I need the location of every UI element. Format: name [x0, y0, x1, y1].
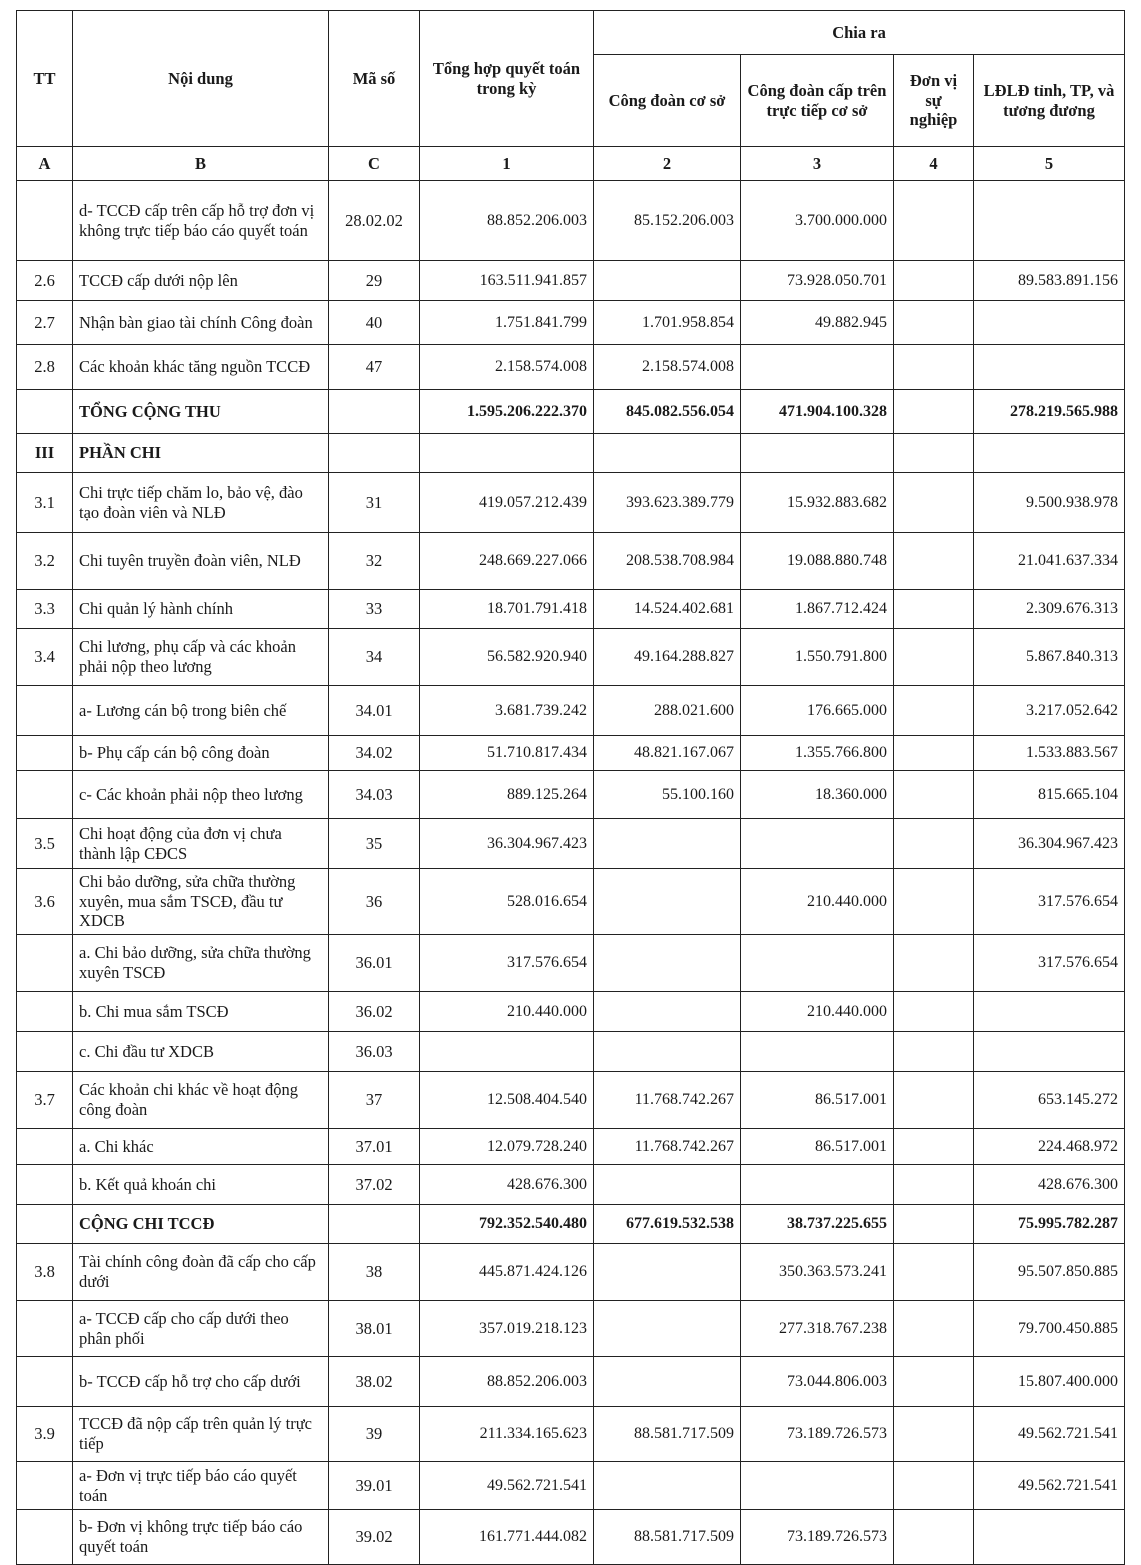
row-grassroots-value — [594, 819, 741, 869]
row-grassroots-value — [594, 869, 741, 935]
row-provincial-value: 9.500.938.978 — [974, 473, 1125, 533]
settlement-report-sheet — [16, 10, 1124, 1565]
row-public-service-value — [894, 629, 974, 686]
row-content: Chi trực tiếp chăm lo, bảo vệ, đào tạo đoàn viên và NLĐ — [73, 473, 329, 533]
row-provincial-value — [974, 1510, 1125, 1565]
row-content: b. Kết quả khoán chi — [73, 1165, 329, 1205]
table-row — [17, 1032, 1125, 1072]
row-grassroots-value — [594, 434, 741, 473]
row-provincial-value: 815.665.104 — [974, 771, 1125, 819]
table-row — [17, 935, 1125, 992]
row-content: c. Chi đầu tư XDCB — [73, 1032, 329, 1072]
row-content: c- Các khoản phải nộp theo lương — [73, 771, 329, 819]
row-public-service-value — [894, 992, 974, 1032]
row-provincial-value: 49.562.721.541 — [974, 1407, 1125, 1462]
row-tt — [17, 390, 73, 434]
header-total: Tổng hợp quyết toán trong kỳ — [420, 11, 594, 147]
row-code — [329, 390, 420, 434]
row-total: 161.771.444.082 — [420, 1510, 594, 1565]
row-code: 47 — [329, 345, 420, 390]
row-code: 37 — [329, 1072, 420, 1129]
row-code: 37.02 — [329, 1165, 420, 1205]
row-provincial-value: 2.309.676.313 — [974, 590, 1125, 629]
row-tt: 3.4 — [17, 629, 73, 686]
row-grassroots-value — [594, 992, 741, 1032]
row-total: 317.576.654 — [420, 935, 594, 992]
table-row — [17, 1462, 1125, 1510]
row-provincial-value: 79.700.450.885 — [974, 1301, 1125, 1357]
row-total: 88.852.206.003 — [420, 181, 594, 261]
table-row — [17, 390, 1125, 434]
row-code: 37.01 — [329, 1129, 420, 1165]
row-upper-union-value: 1.550.791.800 — [741, 629, 894, 686]
row-code: 29 — [329, 261, 420, 301]
row-tt: 3.6 — [17, 869, 73, 935]
row-upper-union-value — [741, 1462, 894, 1510]
row-content: d- TCCĐ cấp trên cấp hỗ trợ đơn vị không trực tiếp báo cáo quyết toán — [73, 181, 329, 261]
table-row — [17, 629, 1125, 686]
row-public-service-value — [894, 819, 974, 869]
row-tt — [17, 181, 73, 261]
row-public-service-value — [894, 1407, 974, 1462]
row-total: 49.562.721.541 — [420, 1462, 594, 1510]
column-index: 2 — [594, 147, 741, 181]
row-grassroots-value: 14.524.402.681 — [594, 590, 741, 629]
settlement-table — [16, 10, 1125, 1565]
row-grassroots-value: 85.152.206.003 — [594, 181, 741, 261]
row-upper-union-value: 18.360.000 — [741, 771, 894, 819]
header-grassroots-union: Công đoàn cơ sở — [594, 55, 741, 147]
row-grassroots-value: 55.100.160 — [594, 771, 741, 819]
row-grassroots-value: 845.082.556.054 — [594, 390, 741, 434]
row-provincial-value: 15.807.400.000 — [974, 1357, 1125, 1407]
row-grassroots-value — [594, 1244, 741, 1301]
header-tt: TT — [17, 11, 73, 147]
row-code: 39 — [329, 1407, 420, 1462]
row-total: 56.582.920.940 — [420, 629, 594, 686]
row-tt — [17, 1462, 73, 1510]
row-tt: 3.7 — [17, 1072, 73, 1129]
row-upper-union-value: 73.928.050.701 — [741, 261, 894, 301]
row-grassroots-value — [594, 1301, 741, 1357]
table-row — [17, 1244, 1125, 1301]
row-total: 18.701.791.418 — [420, 590, 594, 629]
row-code: 38.02 — [329, 1357, 420, 1407]
row-public-service-value — [894, 1072, 974, 1129]
row-code: 38.01 — [329, 1301, 420, 1357]
row-public-service-value — [894, 1205, 974, 1244]
table-row — [17, 473, 1125, 533]
row-grassroots-value: 208.538.708.984 — [594, 533, 741, 590]
row-public-service-value — [894, 533, 974, 590]
table-row — [17, 590, 1125, 629]
row-grassroots-value — [594, 1357, 741, 1407]
row-total: 36.304.967.423 — [420, 819, 594, 869]
table-row — [17, 1165, 1125, 1205]
row-tt: III — [17, 434, 73, 473]
row-grassroots-value — [594, 1032, 741, 1072]
row-public-service-value — [894, 473, 974, 533]
row-provincial-value: 1.533.883.567 — [974, 736, 1125, 771]
table-row — [17, 533, 1125, 590]
column-index: C — [329, 147, 420, 181]
row-provincial-value — [974, 434, 1125, 473]
row-code: 38 — [329, 1244, 420, 1301]
row-upper-union-value — [741, 935, 894, 992]
row-upper-union-value: 73.044.806.003 — [741, 1357, 894, 1407]
row-public-service-value — [894, 181, 974, 261]
table-row — [17, 434, 1125, 473]
row-content: PHẦN CHI — [73, 434, 329, 473]
row-public-service-value — [894, 590, 974, 629]
column-index: 3 — [741, 147, 894, 181]
row-public-service-value — [894, 261, 974, 301]
column-index: B — [73, 147, 329, 181]
row-grassroots-value — [594, 261, 741, 301]
row-upper-union-value: 38.737.225.655 — [741, 1205, 894, 1244]
row-content: CỘNG CHI TCCĐ — [73, 1205, 329, 1244]
table-row — [17, 1510, 1125, 1565]
row-public-service-value — [894, 1165, 974, 1205]
row-content: a- Đơn vị trực tiếp báo cáo quyết toán — [73, 1462, 329, 1510]
column-index: A — [17, 147, 73, 181]
row-grassroots-value — [594, 1165, 741, 1205]
row-code: 34.01 — [329, 686, 420, 736]
table-row — [17, 686, 1125, 736]
row-grassroots-value: 1.701.958.854 — [594, 301, 741, 345]
row-public-service-value — [894, 390, 974, 434]
row-upper-union-value: 350.363.573.241 — [741, 1244, 894, 1301]
row-code: 32 — [329, 533, 420, 590]
row-content: Chi tuyên truyền đoàn viên, NLĐ — [73, 533, 329, 590]
row-content: TCCĐ đã nộp cấp trên quản lý trực tiếp — [73, 1407, 329, 1462]
row-total: 1.751.841.799 — [420, 301, 594, 345]
row-code: 34.02 — [329, 736, 420, 771]
row-tt — [17, 1205, 73, 1244]
row-public-service-value — [894, 935, 974, 992]
row-total: 248.669.227.066 — [420, 533, 594, 590]
row-total: 210.440.000 — [420, 992, 594, 1032]
row-code: 34 — [329, 629, 420, 686]
table-row — [17, 869, 1125, 935]
row-upper-union-value: 49.882.945 — [741, 301, 894, 345]
column-index: 4 — [894, 147, 974, 181]
row-grassroots-value: 49.164.288.827 — [594, 629, 741, 686]
table-row — [17, 771, 1125, 819]
row-provincial-value — [974, 345, 1125, 390]
row-total: 88.852.206.003 — [420, 1357, 594, 1407]
row-content: b- Đơn vị không trực tiếp báo cáo quyết toán — [73, 1510, 329, 1565]
row-grassroots-value — [594, 935, 741, 992]
row-code: 40 — [329, 301, 420, 345]
row-tt: 2.7 — [17, 301, 73, 345]
row-content: Chi hoạt động của đơn vị chưa thành lập CĐCS — [73, 819, 329, 869]
row-content: b. Chi mua sắm TSCĐ — [73, 992, 329, 1032]
row-upper-union-value: 19.088.880.748 — [741, 533, 894, 590]
table-row — [17, 181, 1125, 261]
row-total: 163.511.941.857 — [420, 261, 594, 301]
header-upper-union: Công đoàn cấp trên trực tiếp cơ sở — [741, 55, 894, 147]
row-public-service-value — [894, 686, 974, 736]
row-upper-union-value: 73.189.726.573 — [741, 1407, 894, 1462]
header-chia-ra: Chia ra — [594, 11, 1125, 55]
row-provincial-value: 317.576.654 — [974, 869, 1125, 935]
row-grassroots-value: 88.581.717.509 — [594, 1407, 741, 1462]
row-provincial-value: 21.041.637.334 — [974, 533, 1125, 590]
row-tt — [17, 1357, 73, 1407]
row-upper-union-value: 1.867.712.424 — [741, 590, 894, 629]
row-tt: 3.1 — [17, 473, 73, 533]
row-content: Nhận bàn giao tài chính Công đoàn — [73, 301, 329, 345]
row-tt — [17, 771, 73, 819]
header-code: Mã số — [329, 11, 420, 147]
row-upper-union-value: 210.440.000 — [741, 869, 894, 935]
row-total — [420, 434, 594, 473]
row-public-service-value — [894, 301, 974, 345]
table-row — [17, 261, 1125, 301]
row-public-service-value — [894, 345, 974, 390]
row-tt — [17, 1129, 73, 1165]
table-row — [17, 1301, 1125, 1357]
row-total: 428.676.300 — [420, 1165, 594, 1205]
row-public-service-value — [894, 1510, 974, 1565]
row-provincial-value: 428.676.300 — [974, 1165, 1125, 1205]
row-grassroots-value: 2.158.574.008 — [594, 345, 741, 390]
row-code: 33 — [329, 590, 420, 629]
row-total: 1.595.206.222.370 — [420, 390, 594, 434]
row-tt: 3.3 — [17, 590, 73, 629]
row-code: 31 — [329, 473, 420, 533]
row-upper-union-value: 86.517.001 — [741, 1072, 894, 1129]
row-public-service-value — [894, 736, 974, 771]
header-content: Nội dung — [73, 11, 329, 147]
row-provincial-value: 653.145.272 — [974, 1072, 1125, 1129]
row-upper-union-value: 210.440.000 — [741, 992, 894, 1032]
row-upper-union-value: 277.318.767.238 — [741, 1301, 894, 1357]
row-content: b- Phụ cấp cán bộ công đoàn — [73, 736, 329, 771]
table-row — [17, 992, 1125, 1032]
row-upper-union-value — [741, 345, 894, 390]
row-upper-union-value — [741, 819, 894, 869]
row-content: a. Chi bảo dưỡng, sửa chữa thường xuyên TSCĐ — [73, 935, 329, 992]
row-code — [329, 1205, 420, 1244]
row-provincial-value: 89.583.891.156 — [974, 261, 1125, 301]
row-public-service-value — [894, 1301, 974, 1357]
row-total: 12.508.404.540 — [420, 1072, 594, 1129]
row-total: 12.079.728.240 — [420, 1129, 594, 1165]
row-tt: 3.5 — [17, 819, 73, 869]
row-code: 36.03 — [329, 1032, 420, 1072]
row-content: Chi lương, phụ cấp và các khoản phải nộp theo lương — [73, 629, 329, 686]
row-public-service-value — [894, 434, 974, 473]
row-upper-union-value: 471.904.100.328 — [741, 390, 894, 434]
row-provincial-value: 95.507.850.885 — [974, 1244, 1125, 1301]
table-row — [17, 1205, 1125, 1244]
table-row — [17, 819, 1125, 869]
row-grassroots-value: 677.619.532.538 — [594, 1205, 741, 1244]
column-index-row — [17, 147, 1125, 181]
row-total: 211.334.165.623 — [420, 1407, 594, 1462]
row-tt: 3.9 — [17, 1407, 73, 1462]
table-row — [17, 345, 1125, 390]
row-tt — [17, 992, 73, 1032]
column-index: 5 — [974, 147, 1125, 181]
row-content: Chi bảo dưỡng, sửa chữa thường xuyên, mua sắm TSCĐ, đầu tư XDCB — [73, 869, 329, 935]
row-tt — [17, 686, 73, 736]
table-row — [17, 1072, 1125, 1129]
row-grassroots-value: 11.768.742.267 — [594, 1072, 741, 1129]
row-content: Các khoản khác tăng nguồn TCCĐ — [73, 345, 329, 390]
row-provincial-value: 224.468.972 — [974, 1129, 1125, 1165]
table-body — [17, 181, 1125, 1565]
row-total: 792.352.540.480 — [420, 1205, 594, 1244]
row-upper-union-value: 1.355.766.800 — [741, 736, 894, 771]
row-content: a- Lương cán bộ trong biên chế — [73, 686, 329, 736]
row-upper-union-value — [741, 1165, 894, 1205]
row-total: 357.019.218.123 — [420, 1301, 594, 1357]
row-grassroots-value: 88.581.717.509 — [594, 1510, 741, 1565]
row-upper-union-value: 15.932.883.682 — [741, 473, 894, 533]
row-code: 36 — [329, 869, 420, 935]
row-public-service-value — [894, 1357, 974, 1407]
row-content: a- TCCĐ cấp cho cấp dưới theo phân phối — [73, 1301, 329, 1357]
column-index: 1 — [420, 147, 594, 181]
row-upper-union-value: 73.189.726.573 — [741, 1510, 894, 1565]
row-content: b- TCCĐ cấp hỗ trợ cho cấp dưới — [73, 1357, 329, 1407]
row-tt — [17, 1510, 73, 1565]
row-content: TỔNG CỘNG THU — [73, 390, 329, 434]
row-upper-union-value: 86.517.001 — [741, 1129, 894, 1165]
row-total: 889.125.264 — [420, 771, 594, 819]
row-provincial-value: 3.217.052.642 — [974, 686, 1125, 736]
row-code: 39.02 — [329, 1510, 420, 1565]
table-row — [17, 1407, 1125, 1462]
row-public-service-value — [894, 771, 974, 819]
row-tt — [17, 1032, 73, 1072]
row-code: 39.01 — [329, 1462, 420, 1510]
row-upper-union-value: 176.665.000 — [741, 686, 894, 736]
row-tt: 2.8 — [17, 345, 73, 390]
row-total — [420, 1032, 594, 1072]
row-provincial-value: 278.219.565.988 — [974, 390, 1125, 434]
row-code: 35 — [329, 819, 420, 869]
row-total: 445.871.424.126 — [420, 1244, 594, 1301]
table-row — [17, 736, 1125, 771]
row-content: Chi quản lý hành chính — [73, 590, 329, 629]
row-tt — [17, 736, 73, 771]
row-code: 36.01 — [329, 935, 420, 992]
row-code: 34.03 — [329, 771, 420, 819]
row-public-service-value — [894, 1462, 974, 1510]
header-public-service-unit: Đơn vị sự nghiệp — [894, 55, 974, 147]
row-total: 2.158.574.008 — [420, 345, 594, 390]
row-public-service-value — [894, 1244, 974, 1301]
row-tt: 3.8 — [17, 1244, 73, 1301]
row-grassroots-value: 11.768.742.267 — [594, 1129, 741, 1165]
row-public-service-value — [894, 869, 974, 935]
row-grassroots-value: 288.021.600 — [594, 686, 741, 736]
row-provincial-value — [974, 181, 1125, 261]
row-total: 51.710.817.434 — [420, 736, 594, 771]
row-code: 28.02.02 — [329, 181, 420, 261]
row-grassroots-value — [594, 1462, 741, 1510]
row-content: Tài chính công đoàn đã cấp cho cấp dưới — [73, 1244, 329, 1301]
row-provincial-value: 5.867.840.313 — [974, 629, 1125, 686]
row-tt — [17, 1165, 73, 1205]
row-public-service-value — [894, 1032, 974, 1072]
row-grassroots-value: 393.623.389.779 — [594, 473, 741, 533]
header-provincial-federation: LĐLĐ tỉnh, TP, và tương đương — [974, 55, 1125, 147]
row-provincial-value: 36.304.967.423 — [974, 819, 1125, 869]
row-content: TCCĐ cấp dưới nộp lên — [73, 261, 329, 301]
row-tt: 2.6 — [17, 261, 73, 301]
table-row — [17, 1357, 1125, 1407]
row-public-service-value — [894, 1129, 974, 1165]
row-tt — [17, 1301, 73, 1357]
row-provincial-value: 49.562.721.541 — [974, 1462, 1125, 1510]
row-upper-union-value — [741, 1032, 894, 1072]
row-code: 36.02 — [329, 992, 420, 1032]
row-code — [329, 434, 420, 473]
row-total: 3.681.739.242 — [420, 686, 594, 736]
row-total: 419.057.212.439 — [420, 473, 594, 533]
table-row — [17, 1129, 1125, 1165]
row-upper-union-value — [741, 434, 894, 473]
row-content: a. Chi khác — [73, 1129, 329, 1165]
row-total: 528.016.654 — [420, 869, 594, 935]
row-grassroots-value: 48.821.167.067 — [594, 736, 741, 771]
row-upper-union-value: 3.700.000.000 — [741, 181, 894, 261]
row-content: Các khoản chi khác về hoạt động công đoàn — [73, 1072, 329, 1129]
row-tt: 3.2 — [17, 533, 73, 590]
table-row — [17, 301, 1125, 345]
row-provincial-value — [974, 301, 1125, 345]
row-provincial-value: 317.576.654 — [974, 935, 1125, 992]
row-provincial-value — [974, 992, 1125, 1032]
row-provincial-value: 75.995.782.287 — [974, 1205, 1125, 1244]
row-tt — [17, 935, 73, 992]
row-provincial-value — [974, 1032, 1125, 1072]
